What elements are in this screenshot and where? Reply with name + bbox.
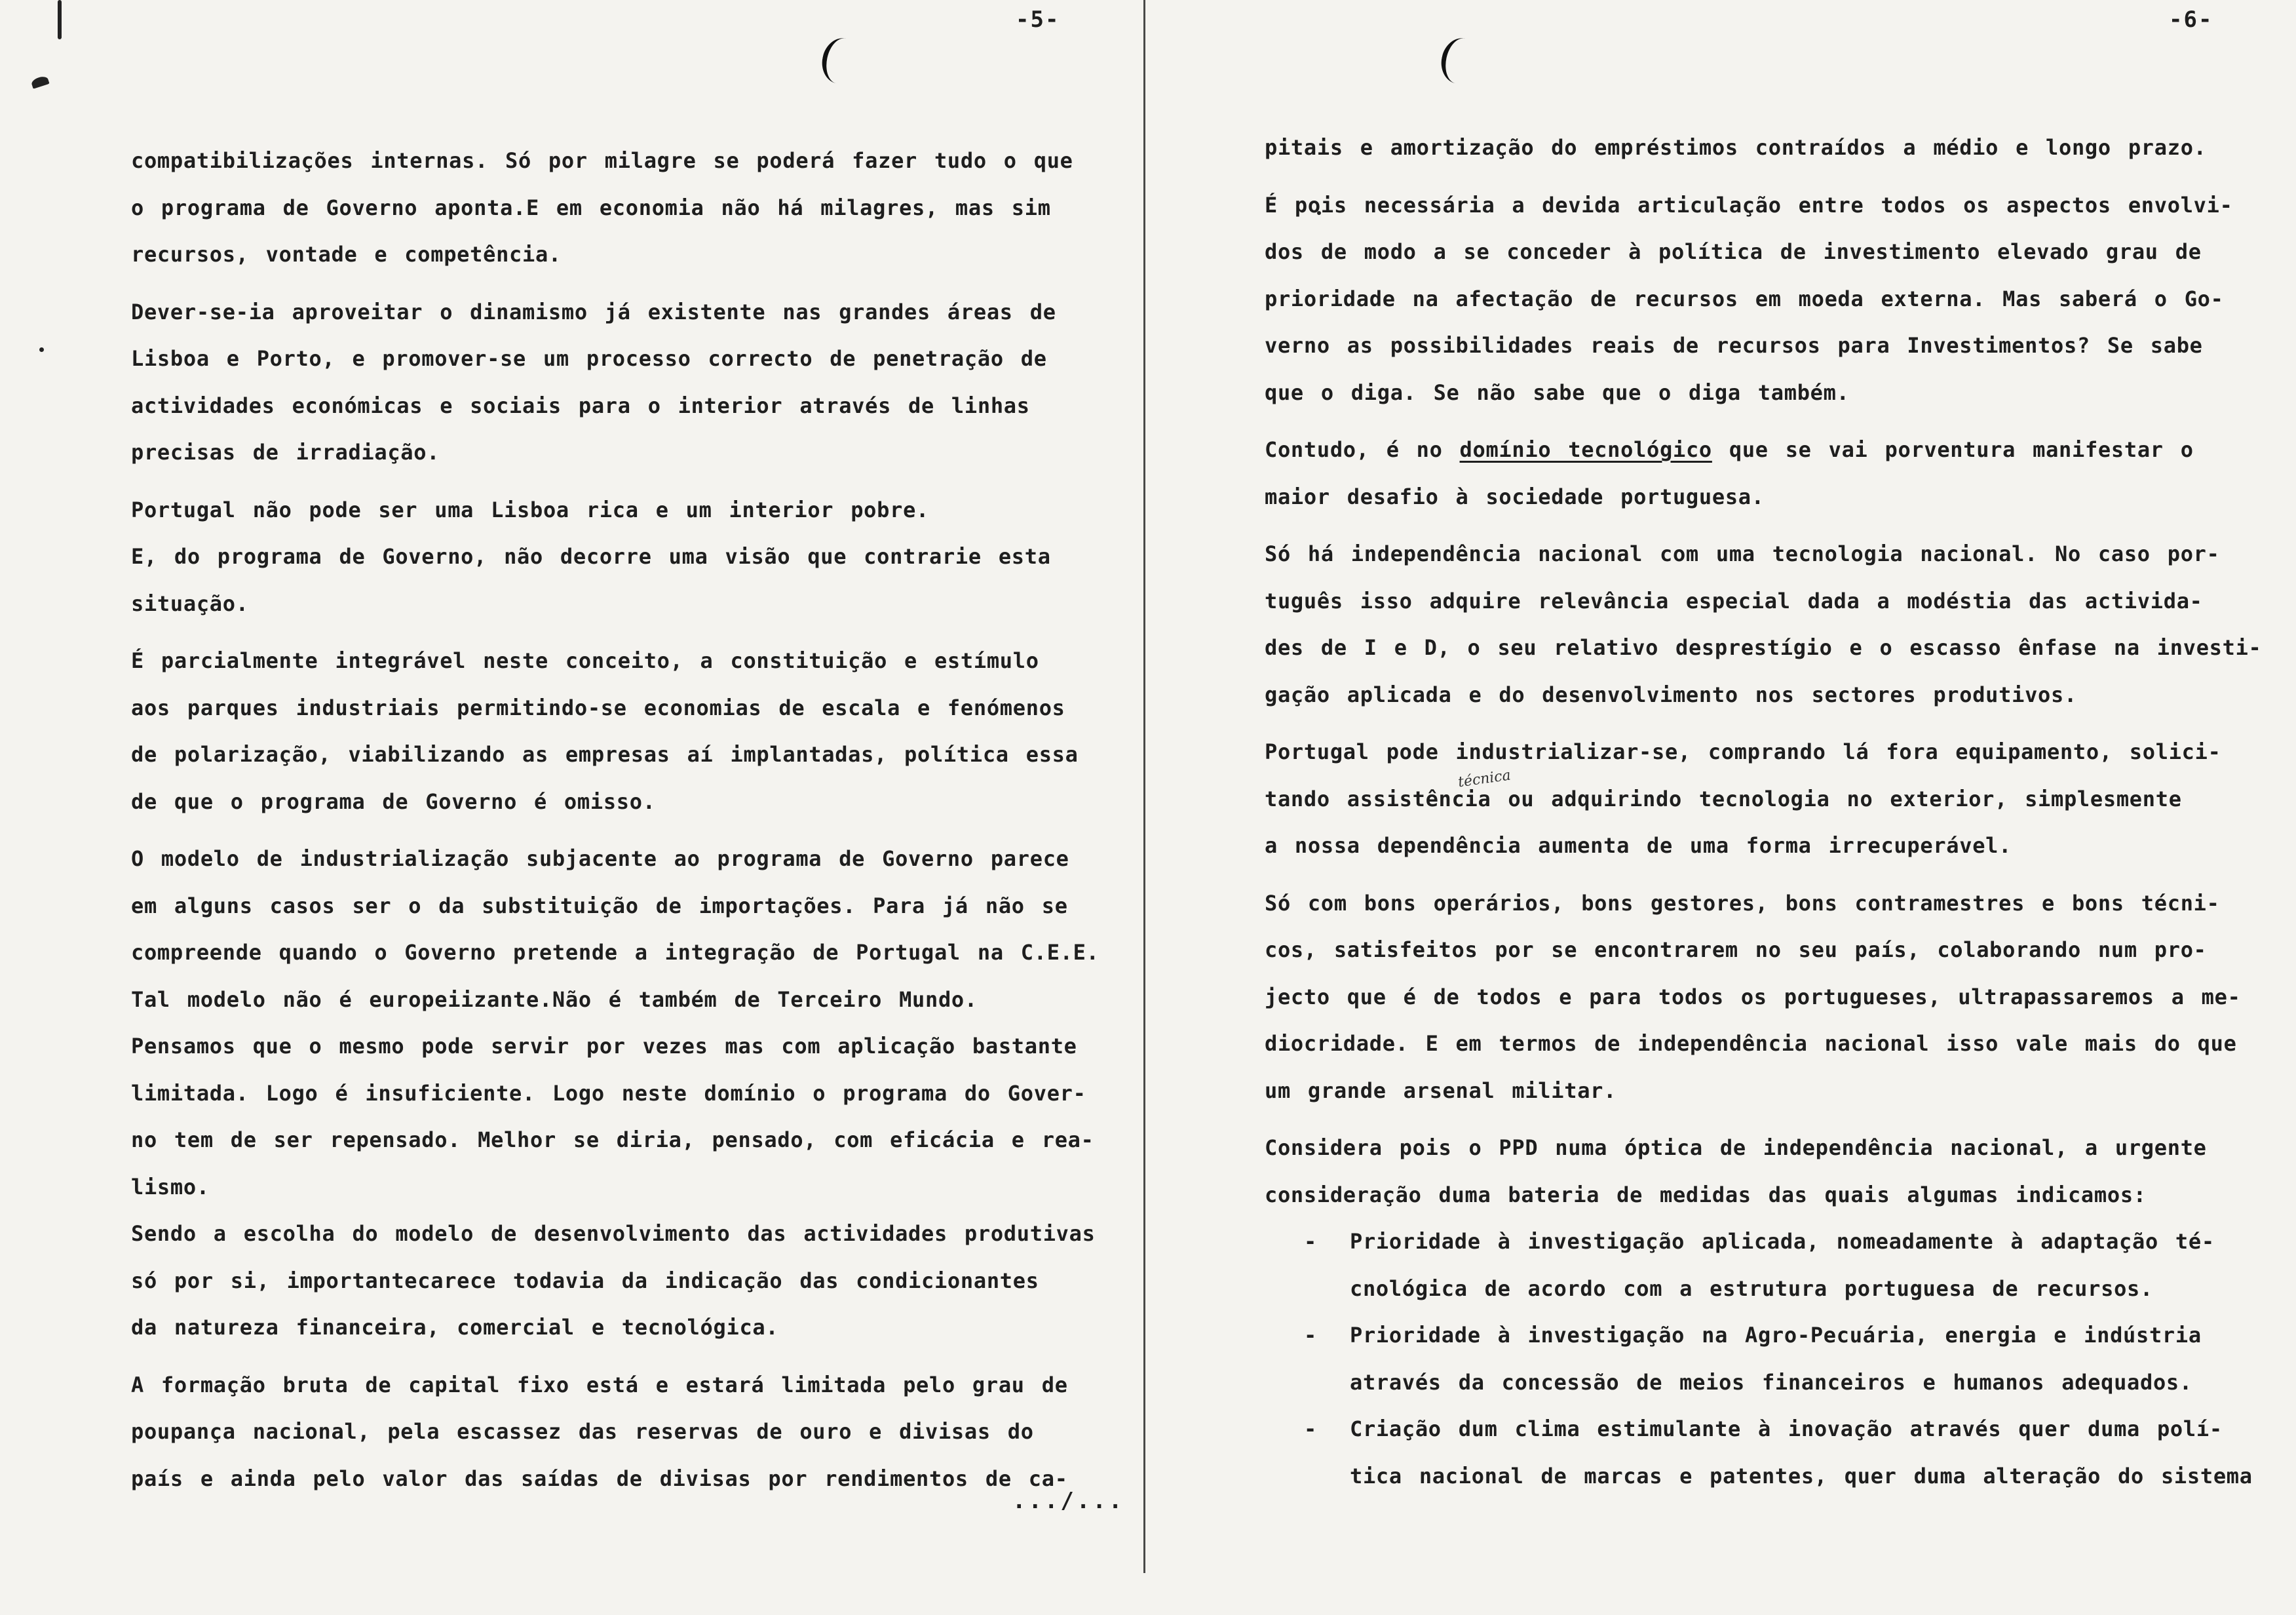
paragraph: Só com bons operários, bons gestores, bons contramestres e bons técni- cos, satisfeitos por se encontrarem no seu país, colaborando num pro- jecto que é de todos e para todos os portugueses, ultrapassaremos a me- diocridade. E em termos de independência nacional isso vale mais do que um grande arsenal militar. <box>1265 890 2241 1103</box>
paragraph: A formação bruta de capital fixo está e estará limitada pelo grau de poupança nacional, pela escassez das reservas de ouro e divisas do país e ainda pelo valor das saídas de divisas por rendimentos de ca- <box>131 1372 1068 1491</box>
list-item: - Prioridade à investigação na Agro-Pecuária, energia e indústria através da concessão de meios financeiros e humanos adequados. <box>1265 1312 2287 1406</box>
paragraph: Portugal pode industrializar-se, comprando lá fora equipamento, solici- tando assistência ou adquirindo tecnologia no exterior, simplesmente a nossa dependência aumenta de uma forma irrecuperável. <box>1265 739 2221 858</box>
margin-stroke-mark <box>58 0 62 39</box>
paragraph: Contudo, é no domínio tecnológico que se vai porventura manifestar o maior desafio à sociedade portuguesa. <box>1265 437 2194 509</box>
measures-list <box>1265 1218 2287 1500</box>
list-item: - Criação dum clima estimulante à inovação através quer duma polí- tica nacional de marcas e patentes, quer duma alteração do sistema <box>1265 1406 2287 1500</box>
paragraph: compatibilizações internas. Só por milagre se poderá fazer tudo o que o programa de Governo aponta.E em economia não há milagres, mas sim recursos, vontade e competência. <box>131 148 1073 267</box>
bullet-dash: - <box>1304 1229 1317 1254</box>
paragraph: É pois necessária a devida articulação entre todos os aspectos envolvi- dos de modo a se conceder à política de investimento elevado grau de prioridade na afectação de recursos em moeda externa. Mas saberá o Go- verno as possibilidades reais de recursos para Investimentos? Se sabe que o diga. Se não sabe que o diga também. <box>1265 192 2233 405</box>
bullet-dash: - <box>1304 1323 1317 1348</box>
paragraph: pitais e amortização do empréstimos contraídos a médio e longo prazo. <box>1265 135 2207 160</box>
margin-dot <box>39 347 44 352</box>
paragraph: Só há independência nacional com uma tecnologia nacional. No caso por- tuguês isso adquire relevância especial dada a modéstia das activida- des de I e D, o seu relativo desprestígio e o escasso ênfase na investi- gação aplicada e do desenvolvimento nos sectores produtivos. <box>1265 541 2262 707</box>
paragraph: É parcialmente integrável neste conceito, a constituição e estímulo aos parques industriais permitindo-se economias de escala e fenómenos de polarização, viabilizando as empresas aí implantadas, política essa de que o programa de Governo é omisso. <box>131 648 1079 814</box>
left-page-body <box>131 138 1140 1513</box>
paragraph: Portugal não pode ser uma Lisboa rica e um interior pobre. E, do programa de Governo, não decorre uma visão que contrarie esta situação. <box>131 497 1051 616</box>
continuation-marker: .../... <box>1012 1488 1125 1514</box>
paragraph: Dever-se-ia aproveitar o dinamismo já existente nas grandes áreas de Lisboa e Porto, e promover-se um processo correcto de penetração de actividades económicas e sociais para o interior através de linhas precisas de irradiação. <box>131 299 1056 465</box>
page-number: -5- <box>1016 7 1060 33</box>
binding-hole-mark <box>818 35 864 87</box>
page-divider <box>1143 0 1145 1573</box>
list-item: - Prioridade à investigação aplicada, nomeadamente à adaptação té- cnológica de acordo com a estrutura portuguesa de recursos. <box>1265 1218 2287 1312</box>
right-page-body <box>1265 125 2287 1500</box>
paragraph: O modelo de industrialização subjacente ao programa de Governo parece em alguns casos ser o da substituição de importações. Para já não se compreende quando o Governo pretende a integração de Portugal na C.E.E. Tal modelo não é europeiizante.Não é também de Terceiro Mundo. Pensamos que o mesmo pode servir por vezes mas com aplicação bastante limitada. Logo é insuficiente. Logo neste domínio o programa do Gover- no tem de ser repensado. Melhor se diria, pensado, com eficácia e rea- lismo. Sendo a escolha do modelo de desenvolvimento das actividades produtivas só por si, importantecarece todavia da indicação das condicionantes da natureza financeira, comercial e tecnológica. <box>131 846 1100 1340</box>
underlined-phrase: domínio tecnológico <box>1459 437 1712 462</box>
paragraph: Considera pois o PPD numa óptica de independência nacional, a urgente consideração duma bateria de medidas das quais algumas indicamos: <box>1265 1135 2207 1207</box>
binding-hole-mark <box>1437 35 1483 87</box>
margin-ink-mark <box>30 75 49 88</box>
bullet-dash: - <box>1304 1416 1317 1441</box>
handwritten-margin-note: técnica <box>1457 767 1512 791</box>
page-number: -6- <box>2169 7 2213 33</box>
